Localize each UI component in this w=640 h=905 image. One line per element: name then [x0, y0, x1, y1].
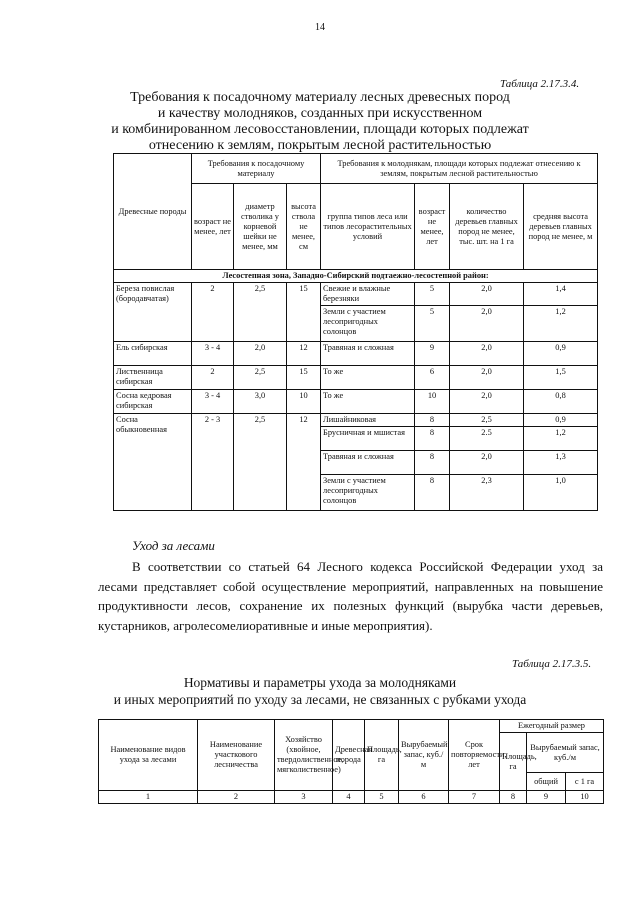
forest-care-table: [98, 719, 604, 804]
cell: Земли с участием лесопригодных солонцов: [321, 475, 415, 511]
header-c4: Древесная порода: [333, 720, 365, 791]
cell: 2,5: [450, 414, 524, 427]
cell: 2,0: [450, 283, 524, 306]
zone-row: Лесостепная зона, Западно-Сибирский подтаежно-лесостепной район:: [114, 270, 598, 283]
cell: 15: [287, 283, 321, 342]
header-c5: Площадь, га: [365, 720, 399, 791]
cell: 8: [415, 427, 450, 451]
cell: Травяная и сложная: [321, 451, 415, 475]
cell: 9: [415, 342, 450, 366]
header-c3: Хозяйство (хвойное, твердолиственное, мягколиственное): [275, 720, 333, 791]
cell: 1,3: [524, 451, 598, 475]
table-row: [114, 342, 598, 366]
species-cell: Сосна кедровая сибирская: [114, 390, 192, 414]
cell: 10: [287, 390, 321, 414]
table-caption: Таблица 2.17.3.5.: [512, 658, 592, 670]
cell: 2,0: [234, 342, 287, 366]
cell: 12: [287, 414, 321, 511]
cell: 3 - 4: [192, 342, 234, 366]
cell: 8: [500, 791, 527, 804]
page-number: 14: [315, 22, 325, 33]
body-paragraph: В соответствии со статьей 64 Лесного кодекса Российской Федерации уход за лесами представляет собой осуществление мероприятий, направленных на повышение продуктивности лесов, сохранение их полезных функций (вырубка части деревьев, кустарников, агролесомелиоративные и иные мероприятия).: [98, 559, 603, 633]
cell: 1,0: [524, 475, 598, 511]
cell: 1,5: [524, 366, 598, 390]
cell: 15: [287, 366, 321, 390]
cell: 1: [99, 791, 198, 804]
cell: 2: [192, 366, 234, 390]
header-c6: Вырубаемый запас, куб./м: [399, 720, 449, 791]
cell: Брусничная и мшистая: [321, 427, 415, 451]
table-row: [114, 366, 598, 390]
cell: То же: [321, 390, 415, 414]
cell: 2,0: [450, 390, 524, 414]
table-title: [0, 90, 640, 154]
table-caption: Таблица 2.17.3.4.: [500, 78, 580, 90]
cell: 2,0: [450, 306, 524, 342]
species-cell: Сосна обыкновенная: [114, 414, 192, 511]
table-row: [114, 390, 598, 414]
header-c10: с 1 га: [566, 773, 604, 791]
cell: 5: [415, 306, 450, 342]
cell: 10: [415, 390, 450, 414]
cell: 2,5: [234, 366, 287, 390]
section-title: Уход за лесами: [132, 538, 215, 553]
header-young: Требования к молоднякам, площади которых подлежат отнесению к землям, покрытым лесной растительностью: [321, 154, 598, 184]
cell: 12: [287, 342, 321, 366]
cell: 3 - 4: [192, 390, 234, 414]
title-line: Требования к посадочному материалу лесных древесных пород: [130, 90, 510, 105]
header-c9: общий: [527, 773, 566, 791]
species-cell: Береза повислая (бородавчатая): [114, 283, 192, 342]
cell: 2,0: [450, 342, 524, 366]
cell: 2: [192, 283, 234, 342]
cell: 6: [399, 791, 449, 804]
title-line: и качеству молодняков, созданных при искусственном: [157, 106, 483, 121]
cell: 2: [198, 791, 275, 804]
title-line: и иных мероприятий по уходу за лесами, не связанных с рубками ухода: [113, 692, 527, 707]
cell: 1,4: [524, 283, 598, 306]
header-c7: Срок повторяемости, лет: [449, 720, 500, 791]
species-cell: Ель сибирская: [114, 342, 192, 366]
table-title: [0, 674, 640, 708]
cell: Травяная и сложная: [321, 342, 415, 366]
cell: 4: [333, 791, 365, 804]
cell: 10: [566, 791, 604, 804]
header-forest-type: группа типов леса или типов лесорастительных условий: [321, 184, 415, 270]
header-species: Древесные породы: [114, 154, 192, 270]
cell: 0,9: [524, 414, 598, 427]
header-height: высота ствола не менее, см: [287, 184, 321, 270]
header-c9-group: Вырубаемый запас, куб./м: [527, 733, 604, 773]
cell: 8: [415, 475, 450, 511]
cell: 8: [415, 414, 450, 427]
cell: 2,0: [450, 451, 524, 475]
header-age: возраст не менее, лет: [192, 184, 234, 270]
cell: 1,2: [524, 306, 598, 342]
cell: Земли с участием лесопригодных солонцов: [321, 306, 415, 342]
column-numbers-row: [99, 791, 604, 804]
header-annual: Ежегодный размер: [500, 720, 604, 733]
cell: То же: [321, 366, 415, 390]
title-line: и комбинированном лесовосстановлении, площади которых подлежат: [111, 122, 529, 137]
cell: 5: [415, 283, 450, 306]
table-row: [114, 414, 598, 427]
cell: Лишайниковая: [321, 414, 415, 427]
header-c1: Наименование видов ухода за лесами: [99, 720, 198, 791]
cell: 6: [415, 366, 450, 390]
table-row: [114, 283, 598, 306]
species-cell: Лиственница сибирская: [114, 366, 192, 390]
cell: Свежие и влажные березняки: [321, 283, 415, 306]
header-count: количество деревьев главных пород не менее, тыс. шт. на 1 га: [450, 184, 524, 270]
cell: 2 - 3: [192, 414, 234, 511]
cell: 2,5: [234, 283, 287, 342]
cell: 7: [449, 791, 500, 804]
cell: 1,2: [524, 427, 598, 451]
cell: 0,9: [524, 342, 598, 366]
cell: 2,3: [450, 475, 524, 511]
header-c2: Наименование участкового лесничества: [198, 720, 275, 791]
cell: 8: [415, 451, 450, 475]
cell: 3: [275, 791, 333, 804]
header-diameter: диаметр стволика у корневой шейки не менее, мм: [234, 184, 287, 270]
cell: 0,8: [524, 390, 598, 414]
cell: 2.5: [450, 427, 524, 451]
planting-requirements-table: [113, 153, 598, 511]
title-line: отнесению к землям, покрытым лесной растительностью: [148, 138, 492, 153]
header-planting: Требования к посадочному материалу: [192, 154, 321, 184]
header-c8: Площадь, га: [500, 733, 527, 791]
cell: 2,0: [450, 366, 524, 390]
cell: 2,5: [234, 414, 287, 511]
cell: 5: [365, 791, 399, 804]
header-avg-height: средняя высота деревьев главных пород не менее, м: [524, 184, 598, 270]
cell: 9: [527, 791, 566, 804]
cell: 3,0: [234, 390, 287, 414]
header-age2: возраст не менее, лет: [415, 184, 450, 270]
title-line: Нормативы и параметры ухода за молодняками: [183, 675, 457, 690]
